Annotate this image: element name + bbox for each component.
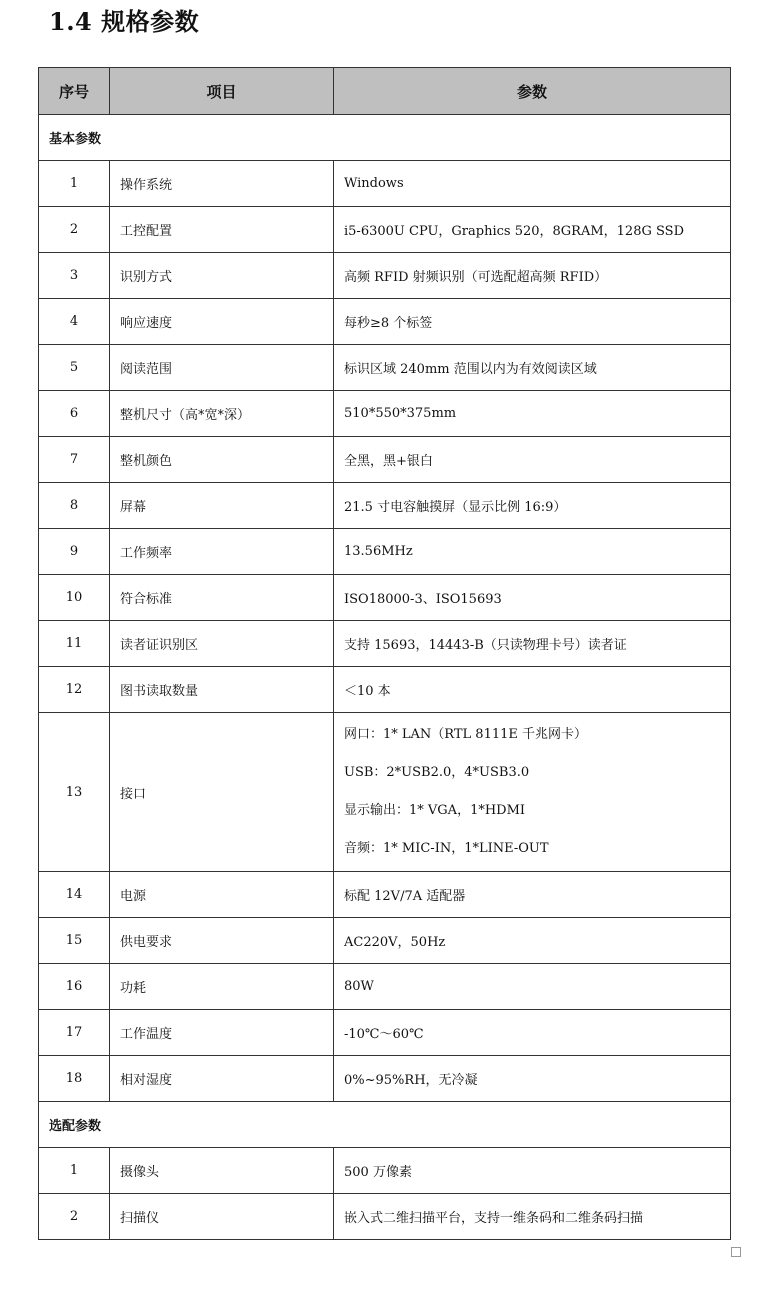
- row-value: [334, 575, 731, 621]
- row-number: 16: [39, 964, 110, 1010]
- row-number: 3: [39, 253, 110, 299]
- row-number: 8: [39, 483, 110, 529]
- row-value-line: 80W: [344, 979, 374, 994]
- row-value: [334, 918, 731, 964]
- row-item: 读者证识别区: [110, 621, 334, 667]
- row-number: 13: [39, 713, 110, 872]
- row-number: 2: [39, 207, 110, 253]
- row-item: 功耗: [110, 964, 334, 1010]
- row-value-line: AC220V，50Hz: [344, 935, 446, 950]
- table-row: [39, 529, 731, 575]
- row-value-line: 支持 15693，14443-B（只读物理卡号）读者证: [344, 638, 627, 653]
- row-value: [334, 713, 731, 872]
- row-item: 工作频率: [110, 529, 334, 575]
- row-value-line: 标识区域 240mm 范围以内为有效阅读区域: [344, 362, 597, 377]
- row-value-line: Windows: [344, 176, 404, 191]
- row-item: 工控配置: [110, 207, 334, 253]
- row-item: 符合标准: [110, 575, 334, 621]
- row-value-line: ISO18000-3、ISO15693: [344, 592, 502, 607]
- table-row: [39, 575, 731, 621]
- row-item: 整机颜色: [110, 437, 334, 483]
- row-value: [334, 964, 731, 1010]
- row-item: 阅读范围: [110, 345, 334, 391]
- row-value: [334, 345, 731, 391]
- section-row: [39, 1102, 731, 1148]
- section-row: [39, 115, 731, 161]
- table-row: [39, 1194, 731, 1240]
- row-value: [334, 391, 731, 437]
- row-value-line: 每秒≥8 个标签: [344, 316, 433, 331]
- row-value: [334, 872, 731, 918]
- row-number: 9: [39, 529, 110, 575]
- row-value-line: 音频：1* MIC-IN，1*LINE-OUT: [344, 841, 549, 856]
- row-item: 相对湿度: [110, 1056, 334, 1102]
- row-value: [334, 299, 731, 345]
- row-number: 4: [39, 299, 110, 345]
- row-number: 14: [39, 872, 110, 918]
- row-item: 整机尺寸（高*宽*深）: [110, 391, 334, 437]
- table-row: [39, 253, 731, 299]
- row-value: [334, 1056, 731, 1102]
- spec-table: [38, 67, 731, 1240]
- table-row: [39, 621, 731, 667]
- table-row: [39, 1056, 731, 1102]
- section-name: 基本参数: [39, 115, 731, 161]
- header-item: 项目: [110, 68, 334, 115]
- table-row: [39, 161, 731, 207]
- table-row: [39, 1010, 731, 1056]
- table-row: [39, 872, 731, 918]
- row-number: 17: [39, 1010, 110, 1056]
- row-value: [334, 483, 731, 529]
- row-value: [334, 437, 731, 483]
- row-value-line: 标配 12V/7A 适配器: [344, 889, 466, 904]
- table-row: [39, 918, 731, 964]
- table-row: [39, 964, 731, 1010]
- row-value-line: 0%~95%RH，无冷凝: [344, 1073, 478, 1088]
- page-corner-mark: [731, 1247, 741, 1257]
- row-number: 15: [39, 918, 110, 964]
- row-value: [334, 1010, 731, 1056]
- table-row: [39, 299, 731, 345]
- row-value-line: 全黑，黑+银白: [344, 454, 433, 469]
- row-number: 18: [39, 1056, 110, 1102]
- spec-table-body: [39, 115, 731, 1240]
- row-item: 供电要求: [110, 918, 334, 964]
- table-row: [39, 667, 731, 713]
- row-item: 识别方式: [110, 253, 334, 299]
- row-value: [334, 1194, 731, 1240]
- row-value-line: 13.56MHz: [344, 544, 413, 559]
- row-value: [334, 529, 731, 575]
- section-title: 1.4 规格参数: [49, 7, 200, 36]
- row-value-line: 显示输出：1* VGA，1*HDMI: [344, 803, 526, 818]
- row-value-line: -10℃～60℃: [344, 1027, 424, 1042]
- row-item: 图书读取数量: [110, 667, 334, 713]
- table-row: [39, 483, 731, 529]
- row-item: 操作系统: [110, 161, 334, 207]
- row-value-line: i5-6300U CPU，Graphics 520，8GRAM，128G SSD: [344, 224, 684, 239]
- row-value: [334, 667, 731, 713]
- row-value: [334, 253, 731, 299]
- row-value: [334, 1148, 731, 1194]
- row-value-line: USB：2*USB2.0，4*USB3.0: [344, 765, 530, 780]
- row-number: 11: [39, 621, 110, 667]
- row-value: [334, 161, 731, 207]
- table-row: [39, 345, 731, 391]
- row-number: 6: [39, 391, 110, 437]
- row-value-line: 嵌入式二维扫描平台，支持一维条码和二维条码扫描: [344, 1211, 644, 1226]
- row-item: 屏幕: [110, 483, 334, 529]
- row-item: 电源: [110, 872, 334, 918]
- row-number: 10: [39, 575, 110, 621]
- row-item: 接口: [110, 713, 334, 872]
- row-item: 摄像头: [110, 1148, 334, 1194]
- row-value-line: 21.5 寸电容触摸屏（显示比例 16:9）: [344, 500, 567, 515]
- row-number: 12: [39, 667, 110, 713]
- row-number: 1: [39, 1148, 110, 1194]
- row-value: [334, 621, 731, 667]
- row-value-line: ＜10 本: [344, 684, 391, 699]
- table-row: [39, 207, 731, 253]
- row-value: [334, 207, 731, 253]
- row-value-line: 网口：1* LAN（RTL 8111E 千兆网卡）: [344, 727, 588, 742]
- row-item: 工作温度: [110, 1010, 334, 1056]
- row-item: 扫描仪: [110, 1194, 334, 1240]
- row-value-line: 500 万像素: [344, 1165, 412, 1180]
- row-value-line: 高频 RFID 射频识别（可选配超高频 RFID）: [344, 270, 608, 285]
- table-row: [39, 1148, 731, 1194]
- row-number: 7: [39, 437, 110, 483]
- table-header-row: [39, 68, 731, 115]
- row-item: 响应速度: [110, 299, 334, 345]
- row-value-line: 510*550*375mm: [344, 406, 457, 421]
- header-value: 参数: [334, 68, 731, 115]
- row-number: 5: [39, 345, 110, 391]
- row-number: 2: [39, 1194, 110, 1240]
- table-row: [39, 437, 731, 483]
- table-row: [39, 391, 731, 437]
- table-row: [39, 713, 731, 872]
- header-no: 序号: [39, 68, 110, 115]
- section-name: 选配参数: [39, 1102, 731, 1148]
- row-number: 1: [39, 161, 110, 207]
